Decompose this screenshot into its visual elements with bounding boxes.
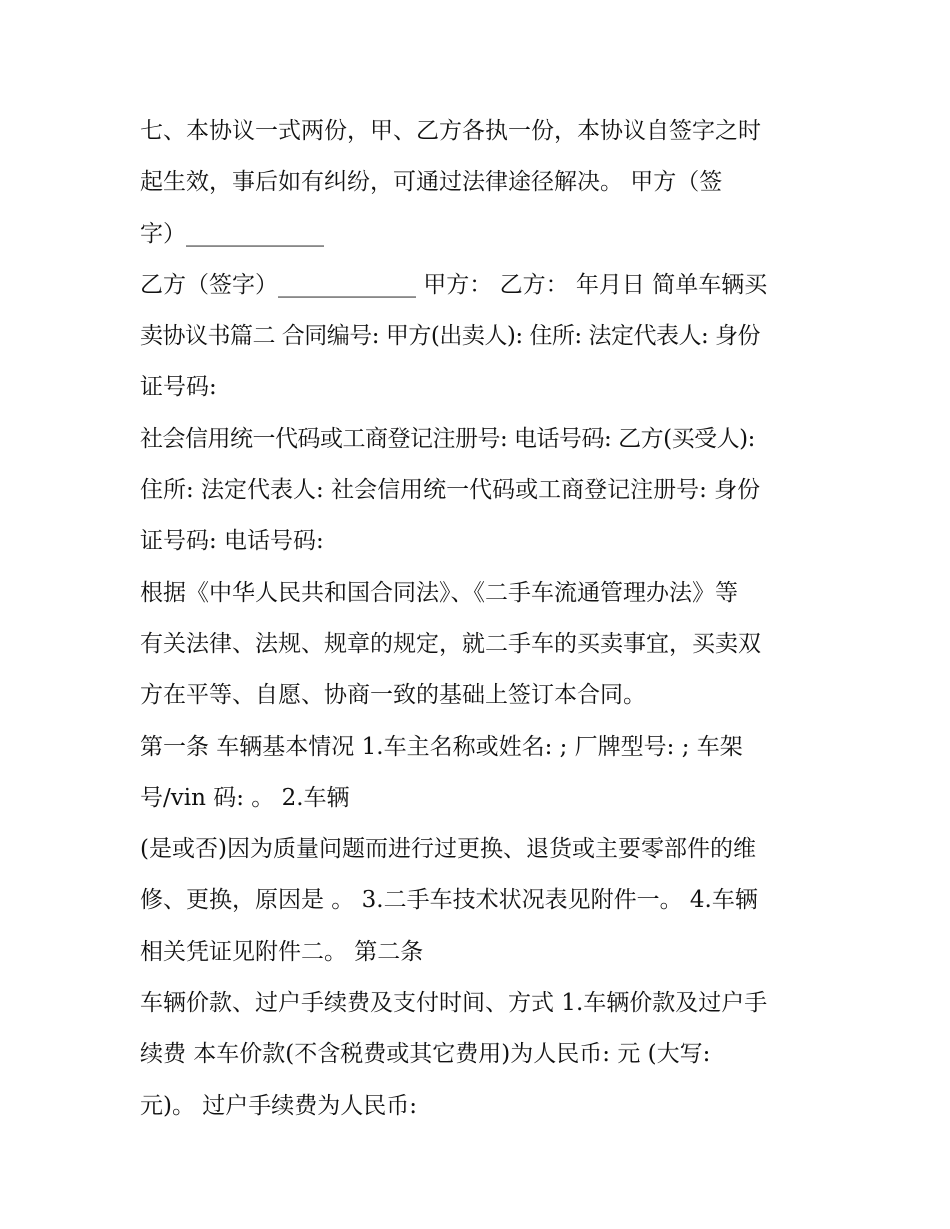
text-line: 车辆价款、过户手续费及支付时间、方式 1.车辆价款及过户手 (140, 990, 768, 1017)
text-line: 乙方（签字）____________ 甲方： 乙方： 年月日 简单车辆买 (140, 271, 768, 298)
text-line: 有关法律、法规、规章的规定，就二手车的买卖事宜，买卖双 (140, 630, 761, 657)
text-line: 元)。 过户手续费为人民币: (140, 1092, 418, 1119)
text-line: 证号码: 电话号码: (140, 528, 324, 555)
text-line: 续费 本车价款(不含税费或其它费用)为人民币: 元 (大写: (140, 1041, 711, 1068)
text-line: 字）____________ (140, 220, 324, 247)
text-line: 卖协议书篇二 合同编号: 甲方(出卖人): 住所: 法定代表人: 身份 (140, 323, 760, 350)
document-body (140, 106, 820, 1132)
text-line: 七、本协议一式两份，甲、乙方各执一份，本协议自签字之时 (140, 118, 761, 144)
text-line: 修、更换，原因是 。 3.二手车技术状况表见附件一。 4.车辆 (140, 887, 758, 914)
text-line: 第一条 车辆基本情况 1.车主名称或姓名: ; 厂牌型号: ; 车架 (140, 733, 743, 760)
text-line: (是或否)因为质量问题而进行过更换、退货或主要零部件的维 (140, 836, 756, 863)
text-line: 方在平等、自愿、协商一致的基础上签订本合同。 (140, 682, 646, 709)
text-line: 社会信用统一代码或工商登记注册号: 电话号码: 乙方(买受人): (140, 425, 755, 452)
text-line: 号/vin 码: 。 2.车辆 (140, 784, 350, 811)
text-line: 证号码: (140, 374, 217, 401)
text-line: 起生效，事后如有纠纷，可通过法律途径解决。 甲方（签 (140, 169, 723, 196)
text-line: 住所: 法定代表人: 社会信用统一代码或工商登记注册号: 身份 (140, 477, 761, 504)
text-line: 相关凭证见附件二。 第二条 (140, 938, 424, 965)
text-line: 根据《中华人民共和国合同法》、《二手车流通管理办法》等 (140, 579, 738, 606)
